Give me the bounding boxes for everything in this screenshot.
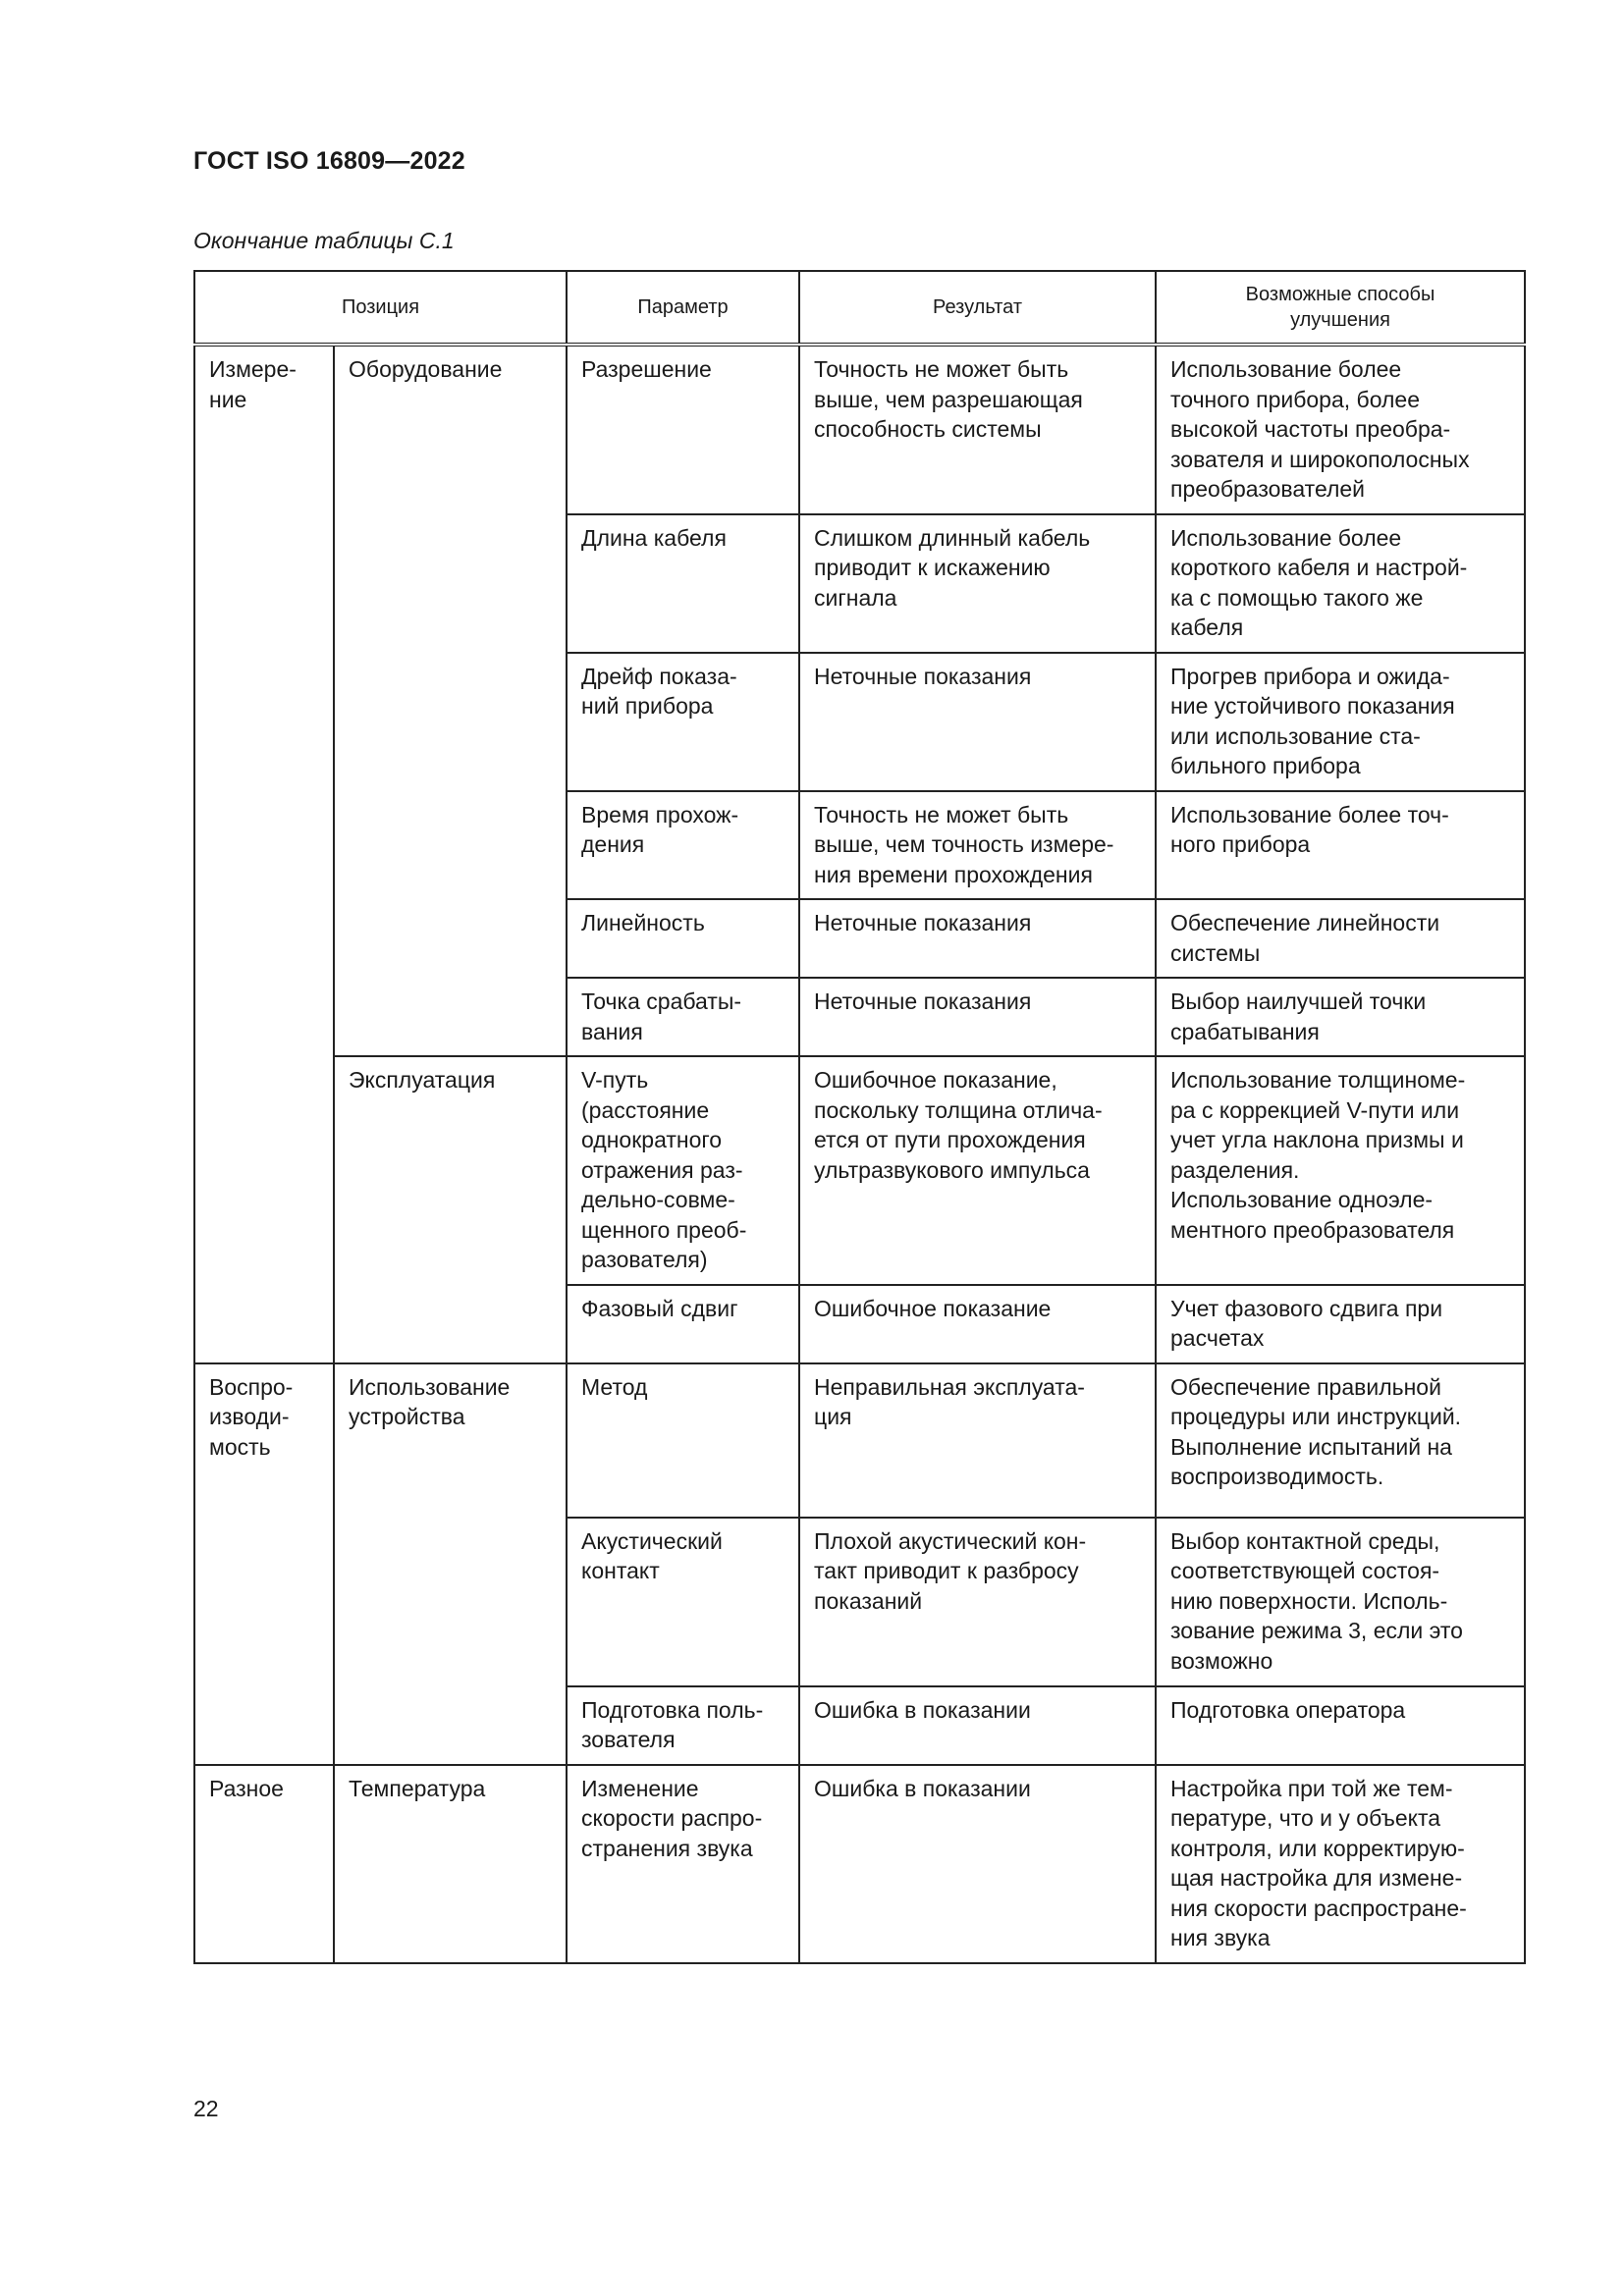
improvement-cell: Обеспечение линейности системы	[1156, 899, 1525, 978]
improvement-cell: Использование толщиноме- ра с коррекцией V-пути или учет угла наклона призмы и разделения. Использование одноэле- ментного преобразователя	[1156, 1056, 1525, 1285]
table-caption: Окончание таблицы С.1	[193, 228, 455, 253]
table-row	[194, 1765, 1525, 1963]
improvement-cell: Использование более точного прибора, более высокой частоты преобра- зователя и широкополосных преобразователей	[1156, 345, 1525, 514]
result-cell: Ошибка в показании	[799, 1765, 1156, 1963]
header-result: Результат	[799, 271, 1156, 345]
result-cell: Слишком длинный кабель приводит к искажению сигнала	[799, 514, 1156, 653]
parameter-cell: Изменение скорости распро- странения звука	[567, 1765, 799, 1963]
result-cell: Ошибочное показание	[799, 1285, 1156, 1363]
table-row	[194, 1056, 1525, 1285]
parameter-cell: Подготовка поль- зователя	[567, 1686, 799, 1765]
parameter-cell: Разрешение	[567, 345, 799, 514]
improvement-cell: Настройка при той же тем- пературе, что и у объекта контроля, или корректирую- щая настройка для измене- ния скорости распростране- ния звука	[1156, 1765, 1525, 1963]
improvement-cell: Подготовка оператора	[1156, 1686, 1525, 1765]
category-cell: Разное	[194, 1765, 334, 1963]
improvement-cell: Прогрев прибора и ожида- ние устойчивого показания или использование ста- бильного прибора	[1156, 653, 1525, 791]
parameter-cell: Фазовый сдвиг	[567, 1285, 799, 1363]
subcategory-cell: Температура	[334, 1765, 567, 1963]
result-cell: Плохой акустический кон- такт приводит к разбросу показаний	[799, 1518, 1156, 1686]
improvement-cell: Выбор контактной среды, соответствующей состоя- нию поверхности. Исполь- зование режима 3, если это возможно	[1156, 1518, 1525, 1686]
table-row	[194, 345, 1525, 514]
parameter-cell: Точка срабаты- вания	[567, 978, 799, 1056]
category-cell: Измере- ние	[194, 345, 334, 1363]
result-cell: Неточные показания	[799, 899, 1156, 978]
header-parameter: Параметр	[567, 271, 799, 345]
parameter-cell: Акустический контакт	[567, 1518, 799, 1686]
improvement-cell: Обеспечение правильной процедуры или инструкций. Выполнение испытаний на воспроизводимость.	[1156, 1363, 1525, 1518]
parameter-cell: Дрейф показа- ний прибора	[567, 653, 799, 791]
parameter-cell: V-путь (расстояние однократного отражения раз- дельно-совме- щенного преоб- разователя)	[567, 1056, 799, 1285]
result-cell: Неправильная эксплуата- ция	[799, 1363, 1156, 1518]
parameter-cell: Линейность	[567, 899, 799, 978]
improvement-cell: Учет фазового сдвига при расчетах	[1156, 1285, 1525, 1363]
parameter-cell: Длина кабеля	[567, 514, 799, 653]
subcategory-cell: Использование устройства	[334, 1363, 567, 1765]
category-cell: Воспро- изводи- мость	[194, 1363, 334, 1765]
subcategory-cell: Эксплуатация	[334, 1056, 567, 1363]
result-cell: Ошибка в показании	[799, 1686, 1156, 1765]
improvement-cell: Выбор наилучшей точки срабатывания	[1156, 978, 1525, 1056]
result-cell: Точность не может быть выше, чем разрешающая способность системы	[799, 345, 1156, 514]
result-cell: Точность не может быть выше, чем точность измере- ния времени прохождения	[799, 791, 1156, 900]
improvement-table	[193, 270, 1526, 1964]
page-number: 22	[193, 2096, 219, 2121]
parameter-cell: Метод	[567, 1363, 799, 1518]
header-improvement: Возможные способы улучшения	[1156, 271, 1525, 345]
subcategory-cell: Оборудование	[334, 345, 567, 1056]
table-row	[194, 1363, 1525, 1518]
parameter-cell: Время прохож- дения	[567, 791, 799, 900]
result-cell: Неточные показания	[799, 653, 1156, 791]
improvement-cell: Использование более короткого кабеля и настрой- ка с помощью такого же кабеля	[1156, 514, 1525, 653]
table-header-row	[194, 271, 1525, 345]
improvement-cell: Использование более точ- ного прибора	[1156, 791, 1525, 900]
header-position: Позиция	[194, 271, 567, 345]
result-cell: Неточные показания	[799, 978, 1156, 1056]
result-cell: Ошибочное показание, поскольку толщина отлича- ется от пути прохождения ультразвукового импульса	[799, 1056, 1156, 1285]
document-header: ГОСТ ISO 16809—2022	[193, 147, 465, 175]
